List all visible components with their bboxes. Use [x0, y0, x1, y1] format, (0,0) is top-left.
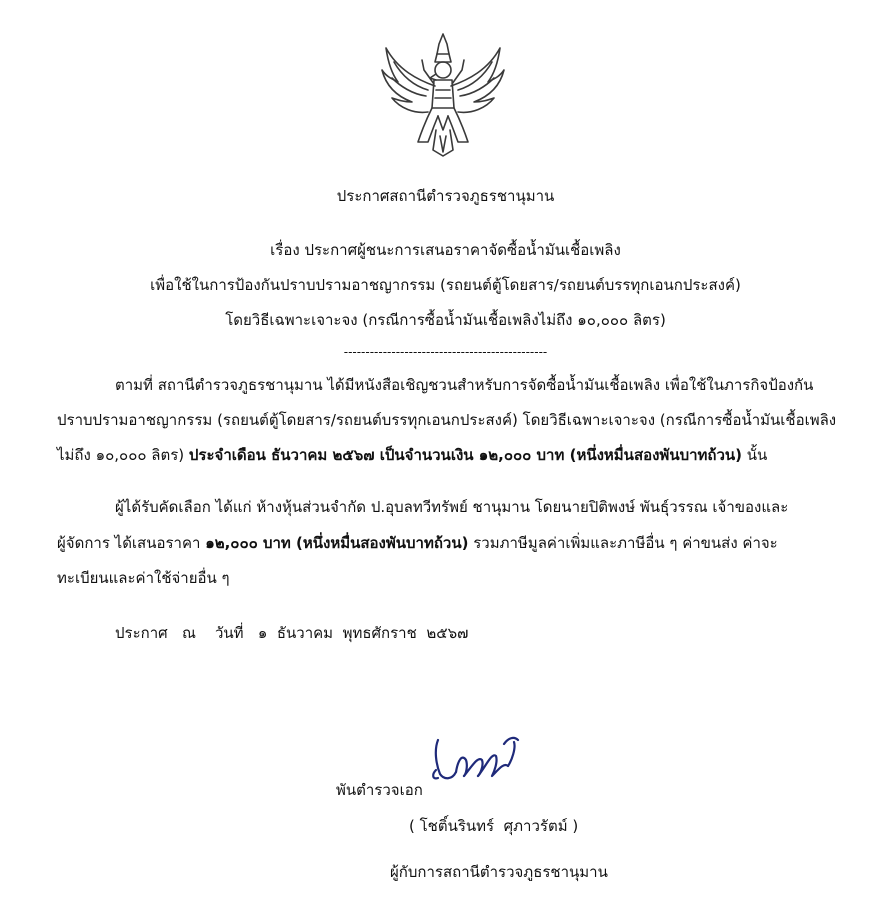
handwritten-signature-icon — [428, 730, 524, 788]
signer-position: ผู้กับการสถานีตำรวจภูธรชานุมาน — [390, 863, 608, 881]
paragraph-2-line-1: ผู้ได้รับคัดเลือก ได้แก่ ห้างหุ้นส่วนจำกัด ป.อุบลทวีทรัพย์ ชานุมาน โดยนายปิติพงษ์ พันธุ์วรรณ เจ้าของและ — [115, 498, 789, 516]
announcement-title: ประกาศสถานีตำรวจภูธรชานุมาน — [336, 187, 555, 205]
signer-name: ( โชติ์นรินทร์ ศุภาวรัตม์ ) — [409, 817, 579, 835]
paragraph-2-line-3: ทะเบียนและค่าใช้จ่ายอื่น ๆ — [57, 569, 230, 587]
subject-line-1: เรื่อง ประกาศผู้ชนะการเสนอราคาจัดซื้อน้ำมันเชื้อเพลิง — [270, 241, 621, 259]
subject-line-3: โดยวิธีเฉพาะเจาะจง (กรณีการซื้อน้ำมันเชื้อเพลิงไม่ถึง ๑๐,๐๐๐ ลิตร) — [225, 311, 666, 329]
signer-rank: พันตำรวจเอก — [336, 781, 423, 799]
announce-date: ประกาศ ณ วันที่ ๑ ธันวาคม พุทธศักราช ๒๕๖๗ — [115, 624, 469, 642]
paragraph-1-line-1: ตามที่ สถานีตำรวจภูธรชานุมาน ได้มีหนังสือเชิญชวนสำหรับการจัดซื้อน้ำมันเชื้อเพลิง เพื่อใช้ในภารกิจป้องกัน — [115, 376, 814, 394]
paragraph-1-line-3-start: ไม่ถึง ๑๐,๐๐๐ ลิตร) — [57, 446, 189, 464]
paragraph-2-line-2-end: รวมภาษีมูลค่าเพิ่มและภาษีอื่น ๆ ค่าขนส่ง ค่าจะ — [468, 534, 778, 552]
subject-line-2: เพื่อใช้ในการป้องกันปราบปรามอาชญากรรม (รถยนต์ตู้โดยสาร/รถยนต์บรรทุกเอนกประสงค์) — [150, 276, 741, 294]
paragraph-1-line-3 — [57, 445, 767, 465]
garuda-emblem-icon — [378, 30, 508, 160]
paragraph-2-line-2 — [57, 533, 778, 553]
paragraph-1-amount-bold: ประจำเดือน ธันวาคม ๒๕๖๗ เป็นจำนวนเงิน ๑๒,๐๐๐ บาท (หนึ่งหมื่นสองพันบาทถ้วน) — [188, 446, 743, 464]
divider: ----------------------------------------------- — [343, 345, 548, 359]
paragraph-1-line-2: ปราบปรามอาชญากรรม (รถยนต์ตู้โดยสาร/รถยนต์บรรทุกเอนกประสงค์) โดยวิธีเฉพาะเจาะจง (กรณีการซื้อน้ำมันเชื้อเพลิง — [57, 411, 837, 429]
paragraph-2-line-2-start: ผู้จัดการ ได้เสนอราคา — [57, 534, 206, 552]
paragraph-1-line-3-end: นั้น — [742, 446, 768, 464]
paragraph-2-amount-bold: ๑๒,๐๐๐ บาท (หนึ่งหมื่นสองพันบาทถ้วน) — [205, 534, 469, 552]
